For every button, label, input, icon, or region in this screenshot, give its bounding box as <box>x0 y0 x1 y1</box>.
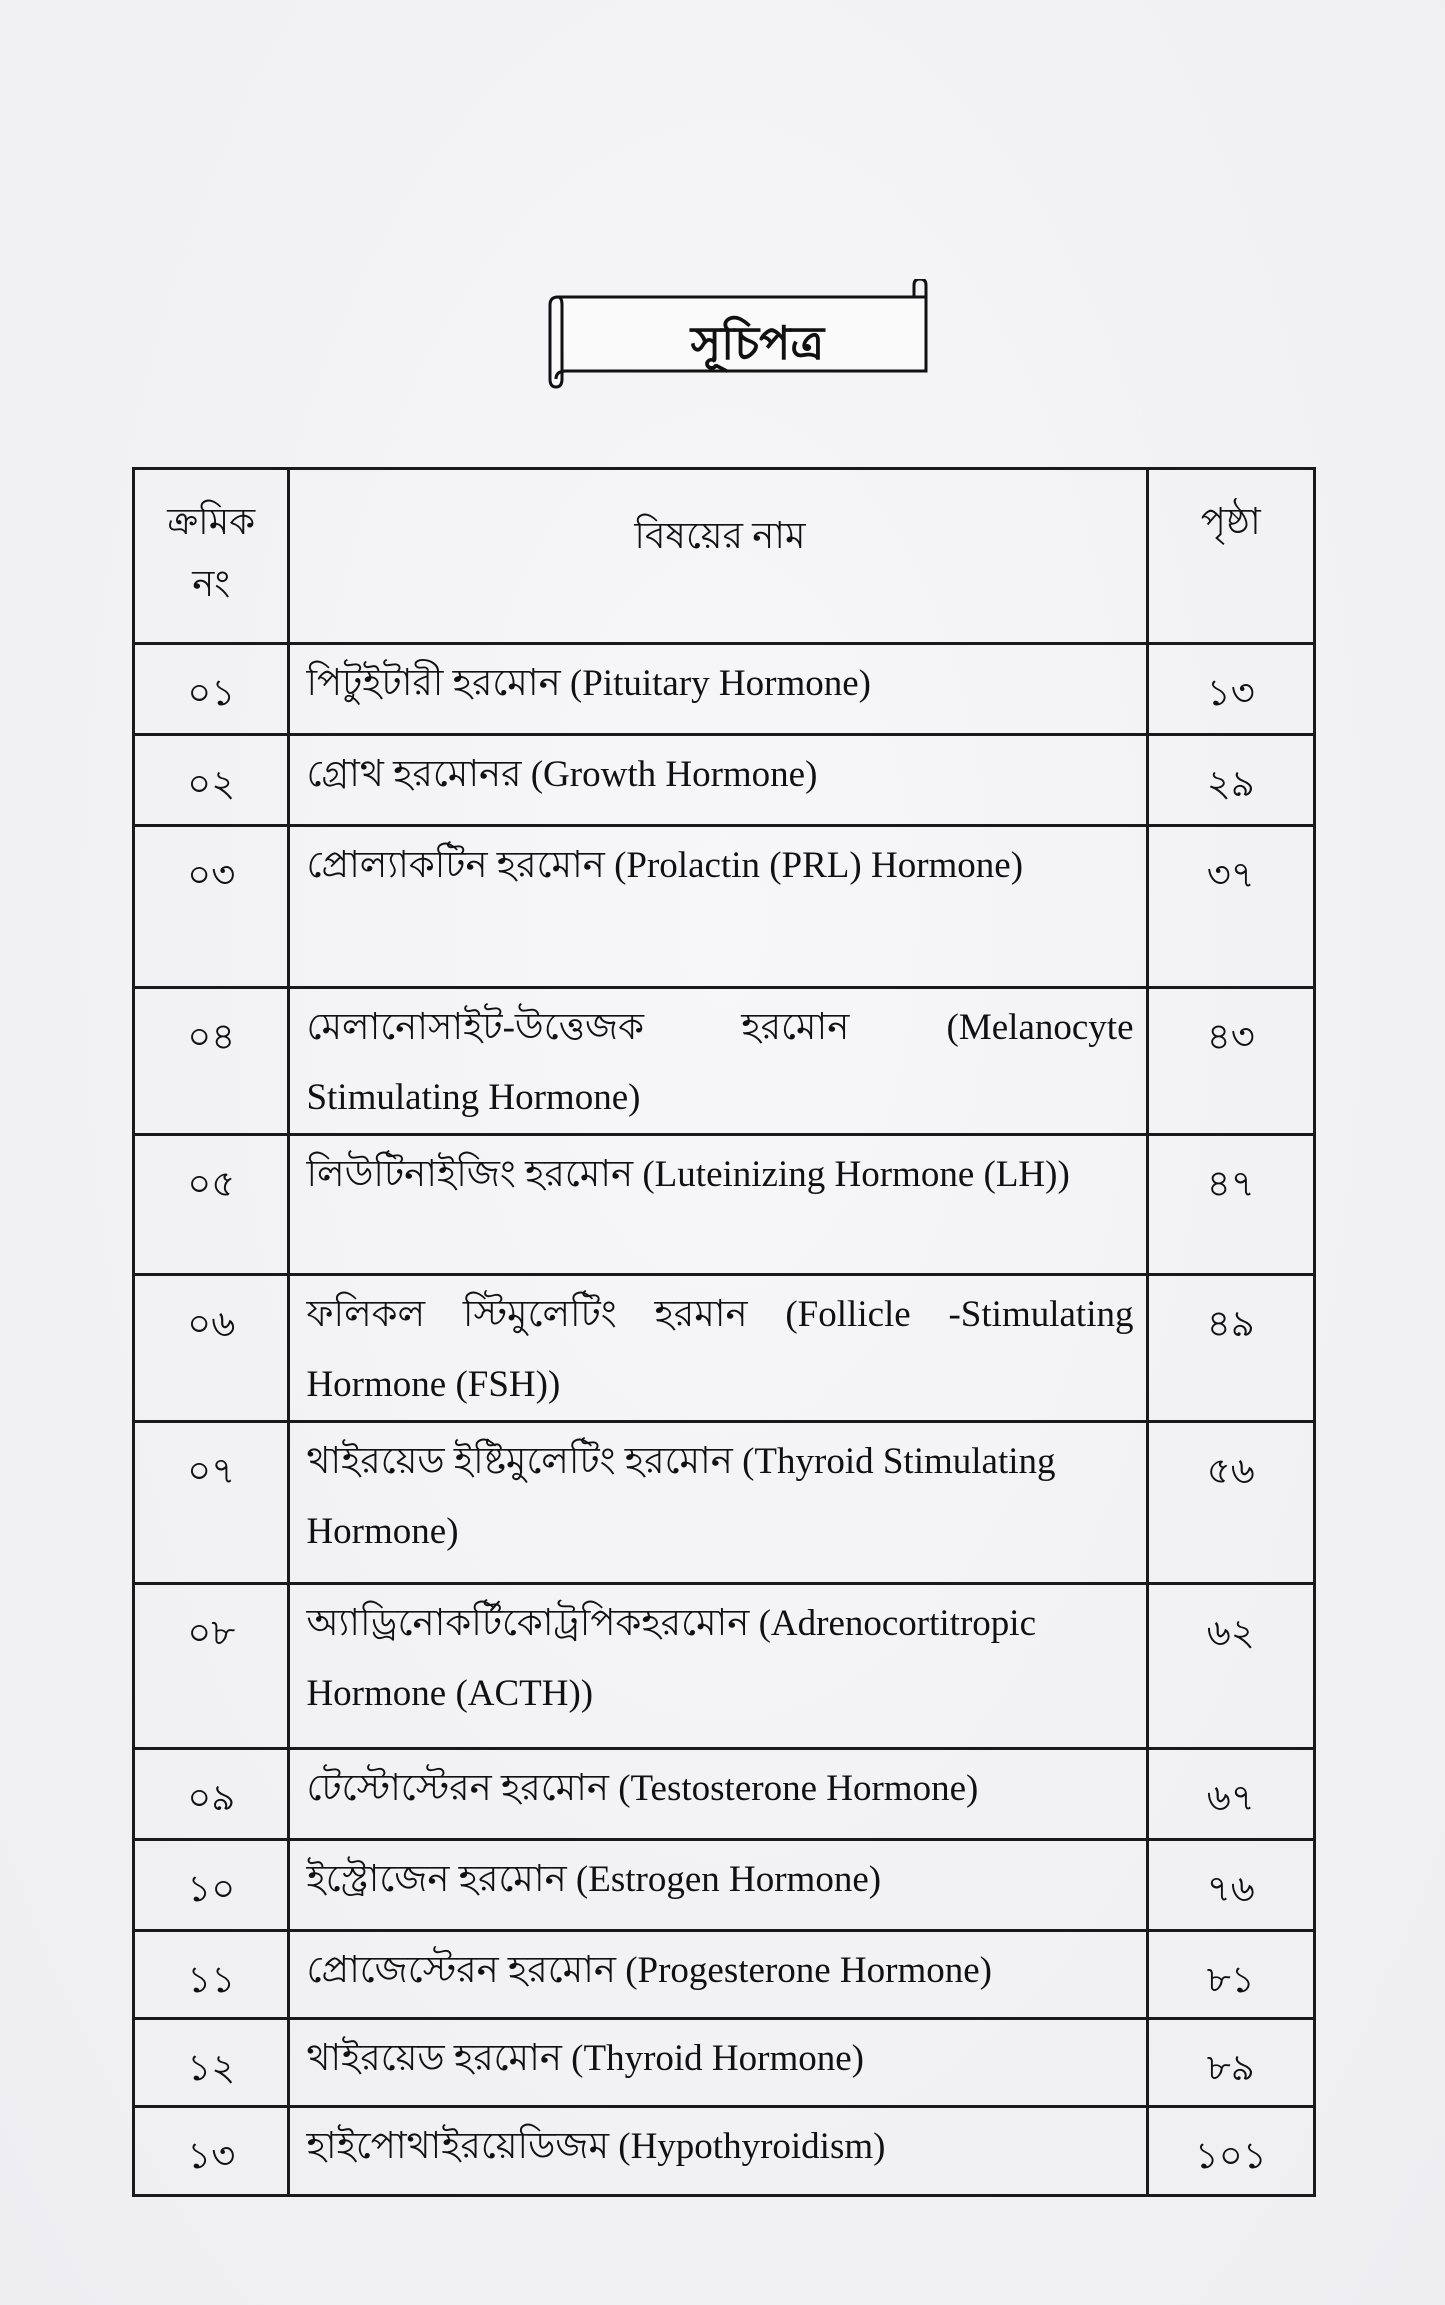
header-serial-label: ক্রমিক নং <box>167 502 256 605</box>
title-scroll-banner <box>544 279 941 389</box>
header-page-label: পৃষ্ঠা <box>1200 502 1261 543</box>
page-number-cell: ৪৩ <box>1147 988 1315 1135</box>
page-number-cell: ৬২ <box>1147 1584 1315 1749</box>
table-row <box>134 1584 1315 1749</box>
header-page <box>1147 469 1315 644</box>
topic-cell: থাইরয়েড হরমোন (Thyroid Hormone) <box>289 2019 1147 2107</box>
serial-cell: ০১ <box>134 644 289 735</box>
serial-cell: ০৩ <box>134 826 289 988</box>
page-number-cell: ৮১ <box>1147 1931 1315 2019</box>
table-header-row <box>134 469 1315 644</box>
table-row <box>134 1135 1315 1275</box>
topic-cell: ইস্ট্রোজেন হরমোন (Estrogen Hormone) <box>289 1840 1147 1931</box>
topic-cell: লিউটিনাইজিং হরমোন (Luteinizing Hormone (LH)) <box>289 1135 1147 1275</box>
page-title: সূচিপত্র <box>690 318 825 369</box>
topic-cell: গ্রোথ হরমোনর (Growth Hormone) <box>289 735 1147 826</box>
table-row <box>134 644 1315 735</box>
serial-cell: ০৮ <box>134 1584 289 1749</box>
serial-cell: ০৯ <box>134 1749 289 1840</box>
topic-cell: হাইপোথাইরয়েডিজম (Hypothyroidism) <box>289 2107 1147 2196</box>
page-number-cell: ৭৬ <box>1147 1840 1315 1931</box>
topic-cell: মেলানোসাইট-উত্তেজক হরমোন (Melanocyte Stimulating Hormone) <box>289 988 1147 1135</box>
serial-cell: ০২ <box>134 735 289 826</box>
page-number-cell: ৮৯ <box>1147 2019 1315 2107</box>
topic-cell: অ্যাড্রিনোকর্টিকোট্রপিকহরমোন (Adrenocortitropic Hormone (ACTH)) <box>289 1584 1147 1749</box>
table-row <box>134 2019 1315 2107</box>
table-row <box>134 826 1315 988</box>
table-row <box>134 988 1315 1135</box>
header-serial <box>134 469 289 644</box>
header-topic <box>289 469 1147 644</box>
serial-cell: ০৭ <box>134 1422 289 1584</box>
page-number-cell: ৩৭ <box>1147 826 1315 988</box>
page-number-cell: ২৯ <box>1147 735 1315 826</box>
table-row <box>134 1749 1315 1840</box>
table-row <box>134 1931 1315 2019</box>
page-number-cell: ১০১ <box>1147 2107 1315 2196</box>
topic-cell: প্রোজেস্টেরন হরমোন (Progesterone Hormone) <box>289 1931 1147 2019</box>
serial-cell: ১০ <box>134 1840 289 1931</box>
serial-cell: ০৫ <box>134 1135 289 1275</box>
topic-cell: থাইরয়েড ইষ্টিমুলেটিং হরমোন (Thyroid Stimulating Hormone) <box>289 1422 1147 1584</box>
page-number-cell: ৬৭ <box>1147 1749 1315 1840</box>
table-row <box>134 735 1315 826</box>
topic-cell: টেস্টোস্টেরন হরমোন (Testosterone Hormone) <box>289 1749 1147 1840</box>
topic-cell: পিটুইটারী হরমোন (Pituitary Hormone) <box>289 644 1147 735</box>
page-number-cell: ৪৯ <box>1147 1275 1315 1422</box>
table-row <box>134 1275 1315 1422</box>
topic-cell: ফলিকল স্টিমুলেটিং হরমান (Follicle -Stimulating Hormone (FSH)) <box>289 1275 1147 1422</box>
page-number-cell: ১৩ <box>1147 644 1315 735</box>
header-topic-label: বিষয়ের নাম <box>634 516 806 557</box>
table-row <box>134 1840 1315 1931</box>
table-row <box>134 2107 1315 2196</box>
table-row <box>134 1422 1315 1584</box>
page-number-cell: ৫৬ <box>1147 1422 1315 1584</box>
contents-table <box>132 467 1316 2197</box>
page-number-cell: ৪৭ <box>1147 1135 1315 1275</box>
topic-cell: প্রোল্যাকটিন হরমোন (Prolactin (PRL) Hormone) <box>289 826 1147 988</box>
serial-cell: ১৩ <box>134 2107 289 2196</box>
serial-cell: ১১ <box>134 1931 289 2019</box>
serial-cell: ০৬ <box>134 1275 289 1422</box>
serial-cell: ১২ <box>134 2019 289 2107</box>
serial-cell: ০৪ <box>134 988 289 1135</box>
